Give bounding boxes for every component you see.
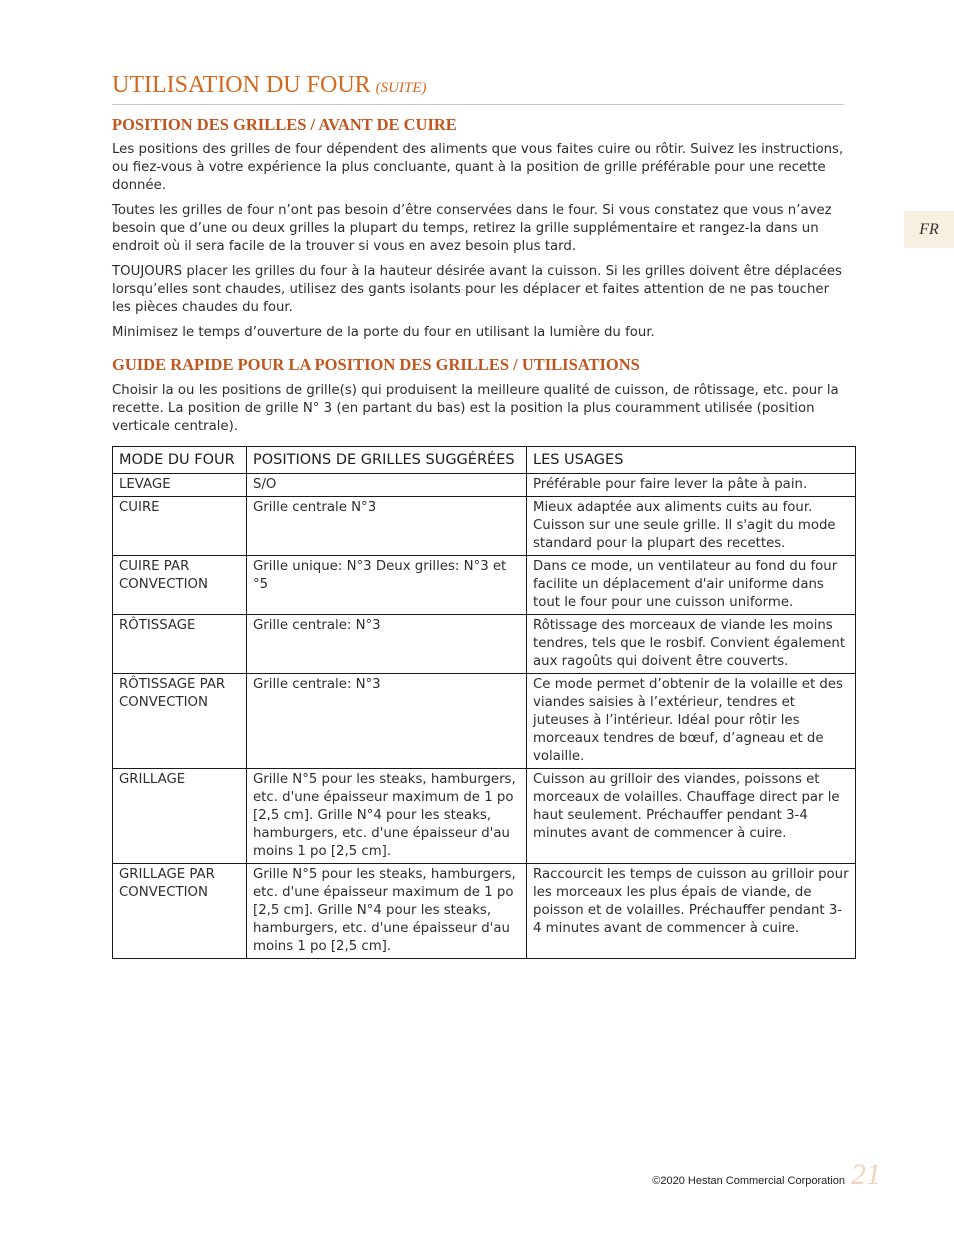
page-number: 21: [851, 1158, 881, 1191]
section-heading-grilles: POSITION DES GRILLES / AVANT DE CUIRE: [112, 115, 457, 134]
cell-positions: Grille centrale N°3: [247, 497, 527, 556]
cell-positions: S/O: [247, 474, 527, 497]
cell-usages: Cuisson au grilloir des viandes, poissons et morceaux de volailles. Chauffage direct par le haut seulement. Préchauffer pendant 3-4 minutes avant de commencer à cuire.: [527, 769, 856, 864]
cell-usages: Ce mode permet d’obtenir de la volaille et des viandes saisies à l’extérieur, tendres et juteuses à l’intérieur. Idéal pour rôtir les morceaux tendres de bœuf, d’agneau et de volaille.: [527, 674, 856, 769]
cell-positions: Grille unique: N°3 Deux grilles: N°3 et °5: [247, 556, 527, 615]
paragraph-2: Toutes les grilles de four n’ont pas besoin d’être conservées dans le four. Si vous constatez que vous n’avez besoin que d’une ou deux grilles la plupart du temps, retirez la grille supplémentaire et rangez-la dans un endroit où il sera facile de la trouver si vous en avez besoin plus tard.: [112, 203, 832, 254]
paragraph-3: TOUJOURS placer les grilles du four à la hauteur désirée avant la cuisson. Si les grilles doivent être déplacées lorsqu’elles sont chaudes, utilisez des gants isolants pour les déplacer et faites attention de ne pas toucher les pièces chaudes du four.: [112, 264, 842, 315]
cell-positions: Grille N°5 pour les steaks, hamburgers, etc. d'une épaisseur maximum de 1 po [2,5 cm]. Grille N°4 pour les steaks, hamburgers, etc. d'une épaisseur d'au moins 1 po [2,5 cm].: [247, 864, 527, 959]
table-header-row: [113, 447, 856, 474]
cell-positions: Grille centrale: N°3: [247, 615, 527, 674]
page-title-main: UTILISATION DU FOUR: [112, 72, 371, 98]
header-mode: MODE DU FOUR: [113, 447, 247, 474]
header-usages: LES USAGES: [527, 447, 856, 474]
page-footer: [652, 1160, 881, 1190]
table-row: [113, 769, 856, 864]
cell-mode: RÔTISSAGE: [113, 615, 247, 674]
table-row: [113, 556, 856, 615]
cell-usages: Dans ce mode, un ventilateur au fond du four facilite un déplacement d'air uniforme dans tout le four pour une cuisson uniforme.: [527, 556, 856, 615]
language-tab[interactable]: FR: [904, 211, 954, 248]
cell-mode: RÔTISSAGE PAR CONVECTION: [113, 674, 247, 769]
header-positions: POSITIONS DE GRILLES SUGGÉRÉES: [247, 447, 527, 474]
table-row: [113, 474, 856, 497]
table-row: [113, 864, 856, 959]
cell-mode: CUIRE: [113, 497, 247, 556]
cell-usages: Mieux adaptée aux aliments cuits au four. Cuisson sur une seule grille. Il s'agit du mode standard pour la plupart des recettes.: [527, 497, 856, 556]
cell-usages: Préférable pour faire lever la pâte à pain.: [527, 474, 856, 497]
cell-mode: GRILLAGE PAR CONVECTION: [113, 864, 247, 959]
copyright-text: ©2020 Hestan Commercial Corporation: [652, 1175, 845, 1187]
paragraph-1: Les positions des grilles de four dépendent des aliments que vous faites cuire ou rôtir. Suivez les instructions, ou fiez-vous à votre expérience la plus concluante, quant à la position de grille préférable pour une recette donnée.: [112, 142, 844, 193]
table-row: [113, 674, 856, 769]
guide-intro: Choisir la ou les positions de grille(s) qui produisent la meilleure qualité de cuisson, de rôtissage, etc. pour la recette. La position de grille N° 3 (en partant du bas) est la position la plus couramment utilisée (position verticale centrale).: [112, 383, 839, 434]
cell-usages: Rôtissage des morceaux de viande les moins tendres, tels que le rosbif. Convient également aux ragoûts qui doivent être couverts.: [527, 615, 856, 674]
section-heading-guide: GUIDE RAPIDE POUR LA POSITION DES GRILLES / UTILISATIONS: [112, 355, 640, 374]
cell-positions: Grille centrale: N°3: [247, 674, 527, 769]
cell-mode: LEVAGE: [113, 474, 247, 497]
cell-positions: Grille N°5 pour les steaks, hamburgers, etc. d'une épaisseur maximum de 1 po [2,5 cm]. Grille N°4 pour les steaks, hamburgers, etc. d'une épaisseur d'au moins 1 po [2,5 cm].: [247, 769, 527, 864]
cell-usages: Raccourcit les temps de cuisson au grilloir pour les morceaux les plus épais de viande, de poisson et de volailles. Préchauffer pendant 3-4 minutes avant de commencer à cuire.: [527, 864, 856, 959]
cell-mode: CUIRE PAR CONVECTION: [113, 556, 247, 615]
table-row: [113, 615, 856, 674]
grille-position-table: [112, 446, 856, 959]
page-title: [112, 72, 844, 105]
page-title-suite: (SUITE): [375, 80, 427, 96]
paragraph-4: Minimisez le temps d’ouverture de la porte du four en utilisant la lumière du four.: [112, 325, 655, 340]
cell-mode: GRILLAGE: [113, 769, 247, 864]
table-row: [113, 497, 856, 556]
